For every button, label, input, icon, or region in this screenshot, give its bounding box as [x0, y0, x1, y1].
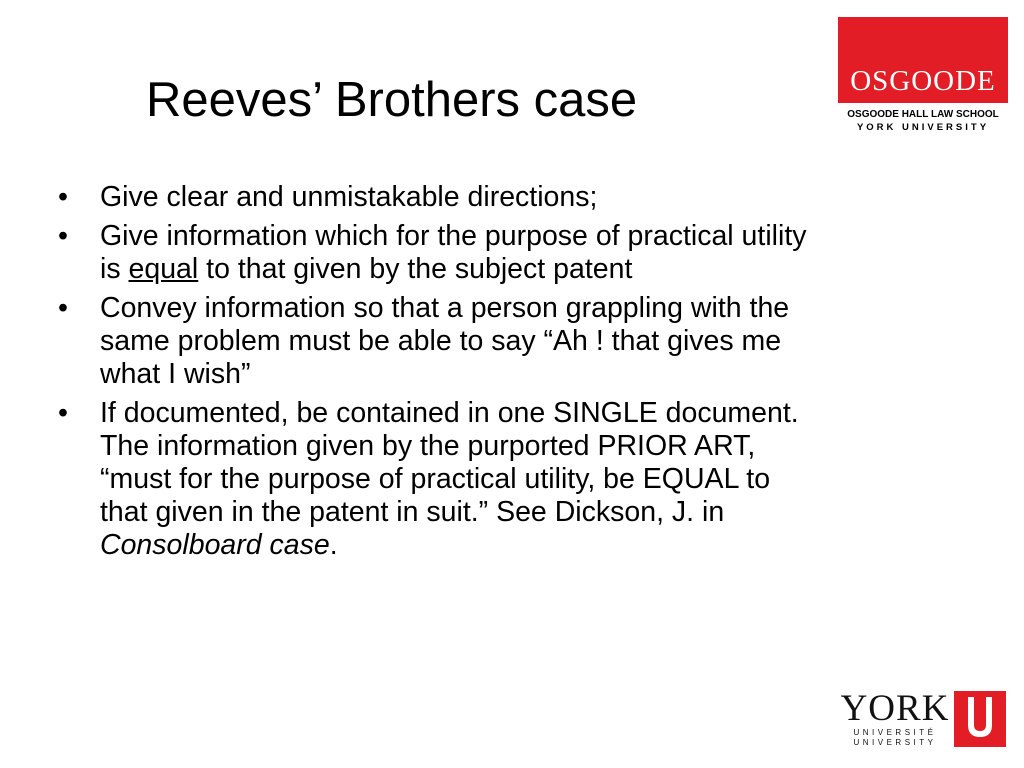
bullet-icon: • — [58, 292, 68, 324]
bullet-item — [58, 397, 818, 562]
bullet-item — [58, 292, 818, 391]
bullet-text: Give information which for the purpose of practical utility is — [100, 220, 807, 285]
osgoode-logo-university-line: YORK UNIVERSITY — [856, 122, 990, 133]
osgoode-logo-word: OSGOODE — [850, 65, 996, 97]
bullet-text: to that given by the subject patent — [198, 253, 633, 285]
bullet-text-italic: Consolboard case — [100, 529, 330, 561]
bullet-icon: • — [58, 181, 68, 213]
osgoode-logo-school-line: OSGOODE HALL LAW SCHOOL — [847, 109, 999, 120]
bullet-text: . — [329, 529, 338, 561]
bullet-list — [58, 181, 818, 568]
bullet-icon: • — [58, 220, 68, 252]
bullet-item — [58, 181, 818, 214]
bullet-text: If documented, be contained in one SINGLE document. The information given by the purported PRIOR ART, “must for the purpose of practical utility, be EQUAL to that given in the patent in suit.” See Dickson, J. in — [100, 397, 799, 528]
bullet-text: Convey information so that a person grappling with the same problem must be able to say “Ah ! that gives me what I wish” — [100, 292, 790, 390]
bullet-icon: • — [58, 397, 68, 429]
bullet-text: Give clear and unmistakable directions; — [100, 181, 598, 213]
york-logo-universite-line: UNIVERSITÉ — [853, 728, 937, 737]
bullet-text-underlined: equal — [128, 253, 199, 285]
york-university-logo — [840, 690, 1010, 750]
york-u-icon — [954, 691, 1006, 747]
bullet-item — [58, 220, 818, 286]
osgoode-logo — [838, 17, 1008, 135]
slide-title: Reeves’ Brothers case — [146, 73, 638, 127]
york-logo-word: YORK — [840, 688, 950, 729]
york-logo-university-line: UNIVERSITY — [853, 738, 937, 747]
